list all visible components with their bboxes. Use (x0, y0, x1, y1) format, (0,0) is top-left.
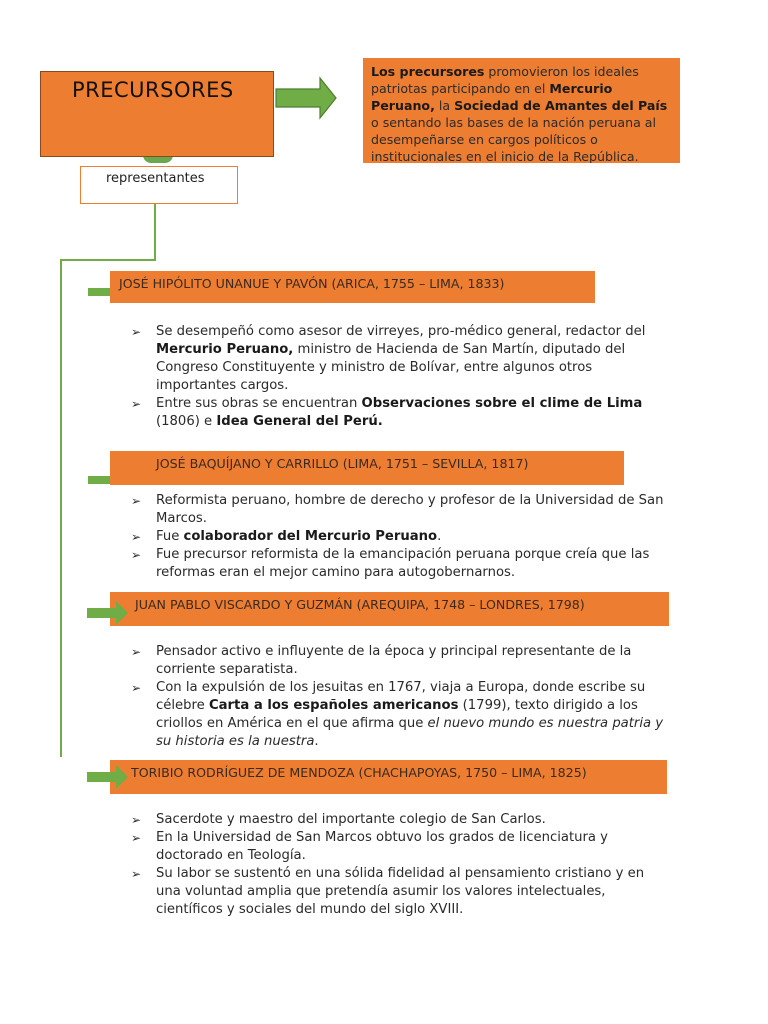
item-text: En la Universidad de San Marcos obtuvo los grados de licenciatura y doctorado en Teología. (156, 830, 608, 863)
section-arrow-icon (86, 764, 130, 790)
list-item (131, 865, 671, 919)
section-header-baquijano (110, 451, 624, 485)
desc-text-1: promovieron los ideales patriotas participando en el (371, 64, 639, 96)
item-italic: el nuevo mundo es nuestra patria y su historia es la nuestra (156, 716, 664, 749)
list-item (131, 492, 671, 528)
arrow-bullet-icon: ➢ (131, 681, 142, 695)
list-item (131, 528, 671, 546)
arrow-bullet-icon: ➢ (131, 325, 142, 339)
arrow-bullet-icon: ➢ (131, 530, 142, 544)
list-item (131, 829, 671, 865)
section-title: JUAN PABLO VISCARDO Y GUZMÁN (AREQUIPA, 1748 – LONDRES, 1798) (135, 597, 585, 612)
item-text: . (314, 734, 319, 749)
item-bold: Observaciones sobre el clime de Lima (361, 396, 643, 411)
section-header-rodriguez (110, 760, 667, 794)
item-bold: Mercurio Peruano, (156, 342, 294, 357)
page-title: PRECURSORES (72, 78, 234, 102)
item-text: Se desempeñó como asesor de virreyes, pro-médico general, redactor del (156, 324, 646, 339)
list-item (131, 679, 671, 751)
item-bold: colaborador del Mercurio Peruano (183, 529, 438, 544)
arrow-bullet-icon: ➢ (131, 645, 142, 659)
right-arrow-icon (274, 76, 338, 120)
item-text: . (437, 529, 442, 544)
item-text: Entre sus obras se encuentran (156, 396, 362, 411)
arrow-bullet-icon: ➢ (131, 548, 142, 562)
item-bold: Idea General del Perú. (216, 414, 383, 429)
arrow-bullet-icon: ➢ (131, 867, 142, 881)
section-title: JOSÉ BAQUÍJANO Y CARRILLO (LIMA, 1751 – SEVILLA, 1817) (156, 456, 529, 471)
desc-bold-1: Los precursores (371, 64, 485, 79)
section-header-unanue (110, 271, 595, 303)
list-item (131, 546, 671, 582)
bullet-list-viscardo (131, 643, 671, 751)
item-text: Fue (156, 529, 184, 544)
connector-line (60, 259, 62, 757)
arrow-bullet-icon: ➢ (131, 397, 142, 411)
item-text: (1806) e (156, 414, 217, 429)
arrow-bullet-icon: ➢ (131, 813, 142, 827)
desc-text-2: la (434, 98, 455, 113)
item-text: Reformista peruano, hombre de derecho y profesor de la Universidad de San Marcos. (156, 493, 664, 526)
section-connector (88, 288, 110, 296)
item-text: Fue precursor reformista de la emancipación peruana porque creía que las reformas eran el mejor camino para autogobernarnos. (156, 547, 650, 580)
section-arrow-icon (86, 600, 130, 626)
title-box (40, 71, 274, 157)
arrow-bullet-icon: ➢ (131, 494, 142, 508)
representantes-label: representantes (106, 171, 205, 186)
item-bold: Carta a los españoles americanos (208, 698, 459, 713)
item-text: Su labor se sustentó en una sólida fidelidad al pensamiento cristiano y en una voluntad amplia que pretendía asumir los valores intelectuales, científicos y sociales del mundo del siglo XVIII. (156, 866, 645, 917)
description-box (363, 58, 680, 163)
desc-bold-2: Mercurio Peruano, (371, 81, 613, 113)
section-connector (88, 476, 110, 484)
bullet-list-unanue (131, 323, 671, 431)
arrow-bullet-icon: ➢ (131, 831, 142, 845)
section-title: JOSÉ HIPÓLITO UNANUE Y PAVÓN (ARICA, 1755 – LIMA, 1833) (119, 276, 505, 291)
bullet-list-baquijano (131, 492, 671, 582)
section-title: TORIBIO RODRÍGUEZ DE MENDOZA (CHACHAPOYAS, 1750 – LIMA, 1825) (131, 765, 587, 780)
connector-line (60, 259, 156, 261)
section-header-viscardo (110, 592, 669, 626)
list-item (131, 643, 671, 679)
item-text: ministro de Hacienda de San Martín, diputado del Congreso Constituyente y ministro de Bolívar, entre algunos otros importantes cargos. (156, 342, 626, 393)
item-text: Con la expulsión de los jesuitas en 1767, viaja a Europa, donde escribe su célebre (156, 680, 646, 713)
item-text: (1799), texto dirigido a los criollos en América en el que afirma que (156, 698, 638, 731)
item-text: Pensador activo e influyente de la época y principal representante de la corriente separatista. (156, 644, 632, 677)
list-item (131, 395, 671, 431)
desc-text-3: o sentando las bases de la nación peruana al desempeñarse en cargos políticos o institucionales en el inicio de la República. (371, 115, 657, 163)
bullet-list-rodriguez (131, 811, 671, 919)
item-text: Sacerdote y maestro del importante colegio de San Carlos. (156, 812, 546, 827)
connector-line (154, 204, 156, 260)
list-item (131, 323, 671, 395)
representantes-box (80, 166, 238, 204)
desc-bold-3: Sociedad de Amantes del País (454, 98, 668, 113)
list-item (131, 811, 671, 829)
